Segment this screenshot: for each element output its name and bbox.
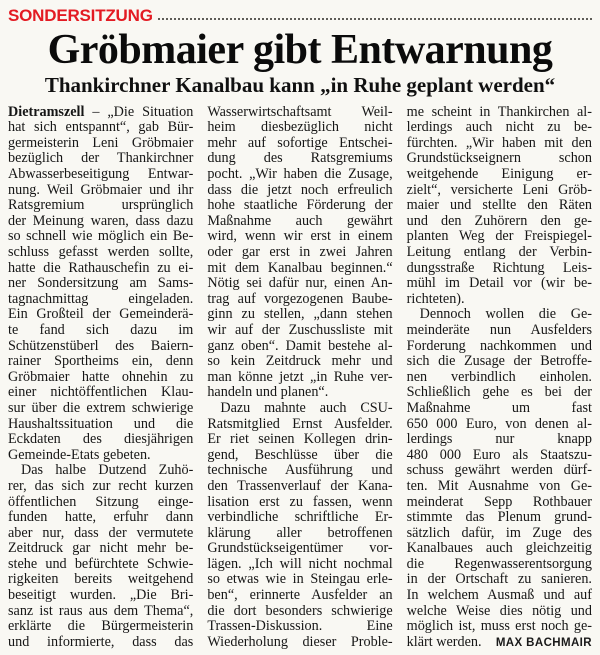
article-column-2	[207, 105, 392, 652]
article-line: Trassen-Diskussion. Eine	[207, 618, 393, 635]
article-line: Abwasserbeseitigung Entwar-	[8, 166, 194, 183]
article-line: Schützenstüberl des Baiern-	[8, 337, 194, 354]
article-line: erklärte die Bürgermeisterin	[8, 618, 194, 635]
article-line: schluss gefasst werden sollte,	[8, 244, 194, 261]
article-line: nen verbindlich einholen.	[406, 368, 592, 385]
article-line: den Trassenverlauf der Kana-	[207, 477, 393, 494]
article-line: heim diesbezüglich nicht	[207, 119, 393, 136]
article-line: maier und stellte den Räten	[406, 197, 592, 214]
article-line: sur über die extrem schwierige	[8, 399, 194, 416]
article-line: Das halbe Dutzend Zuhö-	[21, 462, 194, 479]
article-line: Wasserwirtschaftsamt Weil-	[207, 103, 393, 120]
article-columns	[8, 105, 592, 652]
article-last-words: klärt werden.	[406, 633, 482, 650]
article-line: schuss gewährt werden dürf-	[406, 462, 592, 479]
article-line: mit dem Kanalbau beginnen.“	[207, 259, 393, 276]
article-line: Gemeinde-Etats gebeten.	[8, 446, 151, 463]
article-line: öffentlichen Sitzung einge-	[8, 493, 194, 510]
article-line: rigkeiten bereits weitgehend	[8, 571, 194, 588]
article-line: wird, wenn wir erst in einem	[207, 228, 393, 245]
article-line: Schließlich gehe es bei der	[406, 384, 592, 401]
article-line: zielt“, versicherte Leni Gröb-	[406, 181, 592, 198]
article-line: aber nur, dass der vermutete	[8, 524, 194, 541]
article-line: die Regenwasserentsorgung	[406, 555, 592, 572]
article-line: weitgehende Einigung er-	[406, 166, 592, 183]
article-line: Gröbmaier hatte ohnehin zu	[8, 368, 194, 385]
article-line: Er riet seinen Kollegen drin-	[207, 431, 393, 448]
article-line: man könne jetzt „in Ruhe ver-	[207, 368, 393, 385]
article-line: die dort besonders schwierige	[207, 602, 393, 619]
article-line: ten. Mit Ausnahme von Ge-	[406, 477, 592, 494]
article-line: Haushaltssituation und die	[8, 415, 194, 432]
article-line: mehr auf sofortige Entschei-	[207, 134, 393, 151]
article-line: stehe und befürchtete Schwie-	[8, 555, 194, 572]
article-line: Dennoch wollen die Ge-	[419, 306, 592, 323]
article-line: fürchten. „Wir haben mit den	[406, 134, 592, 151]
article-line: bezüglich der Thankirchner	[8, 150, 194, 167]
article-line: sanz ist raus aus dem Thema“,	[8, 602, 194, 619]
article-line: mühl im Detail vor (wir be-	[406, 275, 592, 292]
article-headline: Gröbmaier gibt Entwarnung	[47, 27, 553, 73]
article-line: welche Weise dies nötig und	[406, 602, 592, 619]
article-line: Zeitdruck gar nicht mehr be-	[8, 540, 194, 557]
article-line: Ratsgremium ursprünglich	[8, 197, 194, 214]
article-line: ner Sondersitzung am Sams-	[8, 275, 194, 292]
article-line: Maßnahme um fast	[406, 399, 592, 416]
article-line: sich die Zusage der Betroffe-	[406, 353, 592, 370]
article-line: stimmte das Plenum grund-	[406, 509, 592, 526]
article-line: ginn zu stellen, „dann stehen	[207, 306, 393, 323]
kicker-row	[8, 7, 592, 24]
article-line: Leitung entlang der Verbin-	[406, 244, 592, 261]
article-line: meinderat Sepp Rothbauer	[406, 493, 592, 510]
author-byline: MAX BACHMAIR	[495, 636, 592, 649]
article-line: te fand sich dazu im	[8, 321, 194, 338]
article-line: Nötig sei dafür nur, einen An-	[207, 275, 393, 292]
article-line: tagnachmittag eingeladen.	[8, 290, 194, 307]
article-line: nung. Weil Gröbmaier und ihr	[8, 181, 194, 198]
article-line: und den Zuhörern den ge-	[406, 212, 592, 229]
article-line: lerdings nur knapp	[406, 431, 592, 448]
article-line: technische Ausführung und	[207, 462, 393, 479]
article-line: Grundstückseignern schon	[406, 150, 592, 167]
article-line: ganz oben“. Damit bestehe al-	[207, 337, 393, 354]
article-line: trag auf vorgezogenen Baube-	[207, 290, 393, 307]
article-line: Maßnahme auch gewährt	[207, 212, 393, 229]
article-line: lägen. „Ich will nicht nochmal	[207, 555, 393, 572]
article-line: rainer Sportheims ein, denn	[8, 353, 194, 370]
article-line: beseitigt wurden. „Die Bri-	[8, 587, 194, 604]
article-line: handeln und planen“.	[207, 384, 329, 401]
article-line: Eckdaten des diesjährigen	[8, 431, 194, 448]
article-line: hohe staatliche Förderung der	[207, 197, 393, 214]
article-line: 480 000 Euro als Staatszu-	[406, 446, 592, 463]
article-line: Forderung nachkommen und	[406, 337, 592, 354]
article-line: funden hatte, erfuhr dann	[8, 509, 194, 526]
article-line: verbindliche schriftliche Er-	[207, 509, 393, 526]
article-line: me scheint in Thankirchen al-	[406, 103, 592, 120]
article-line: hat sich entspannt“, gab Bür-	[8, 119, 194, 136]
article-line: Wiederholung dieser Proble-	[207, 633, 393, 650]
article-line: gend, Beschlüsse über die	[207, 446, 393, 463]
kicker-label: SONDERSITZUNG	[8, 6, 153, 25]
article-line: 650 000 Euro, von denen al-	[406, 415, 592, 432]
article-line: so schnell wie möglich ein Be-	[8, 228, 194, 245]
article-line: Dietramszell – „Die Situation	[8, 103, 194, 120]
article-line: richteten).	[406, 290, 465, 307]
article-line: germeisterin Leni Gröbmaier	[8, 134, 194, 151]
article-line: und informierte, dass das	[8, 633, 194, 650]
article-line	[407, 635, 592, 652]
article-line: klärung aller betroffenen	[207, 524, 393, 541]
article-line: lisation erst zu fassen, wenn	[207, 493, 393, 510]
article-line: möglich ist, muss erst noch ge-	[406, 618, 592, 635]
article-line: so kein Zeitdruck mehr und	[207, 353, 393, 370]
article-line: so etwas wie in Steingau erle-	[207, 571, 393, 588]
article-column-3	[407, 105, 592, 652]
article-line: der Meinung waren, dass dazu	[8, 212, 194, 229]
article-line: oder gar erst in zwei Jahren	[207, 244, 393, 261]
article-line: Grundstückseigentümer vor-	[207, 540, 393, 557]
article-line: ben“, erinnerte Ausfelder an	[207, 587, 393, 604]
article-line: hatte die Rathauschefin zu ei-	[8, 259, 194, 276]
article-line: Ein Großteil der Gemeinderä-	[8, 306, 194, 323]
dateline-bold: Dietramszell	[8, 103, 85, 120]
kicker-dotted-rule	[158, 18, 592, 20]
article-column-1	[8, 105, 193, 652]
article-line: wir auf der Zuschussliste mit	[207, 321, 393, 338]
article-line: dung des Ratsgremiums	[207, 150, 393, 167]
article-line: dungsstraße Richtung Leis-	[406, 259, 592, 276]
article-line: In welchem Ausmaß und auf	[406, 587, 592, 604]
article-line: Ratsmitglied Ernst Ausfelder.	[207, 415, 393, 432]
article-line: Kanalbaues auch gleichzeitig	[406, 540, 592, 557]
article-line: rer, das sich zur recht kurzen	[8, 477, 194, 494]
article-line: planten Weg der Freispiegel-	[406, 228, 592, 245]
article-line: dass die jetzt noch erfreulich	[207, 181, 393, 198]
article-line: meinderäte nun Ausfelders	[406, 321, 592, 338]
article-line: einer nichtöffentlichen Klau-	[8, 384, 194, 401]
article-line: pocht. „Wir haben die Zusage,	[207, 166, 393, 183]
article-line: in der Ortschaft zu sanieren.	[406, 571, 592, 588]
article-subheadline: Thankirchner Kanalbau kann „in Ruhe geplant werden“	[44, 73, 556, 97]
article-line: lerdings auch nicht zu be-	[406, 119, 592, 136]
article-line: Dazu mahnte auch CSU-	[220, 399, 393, 416]
article-line: sätzlich dafür, im Zuge des	[406, 524, 592, 541]
